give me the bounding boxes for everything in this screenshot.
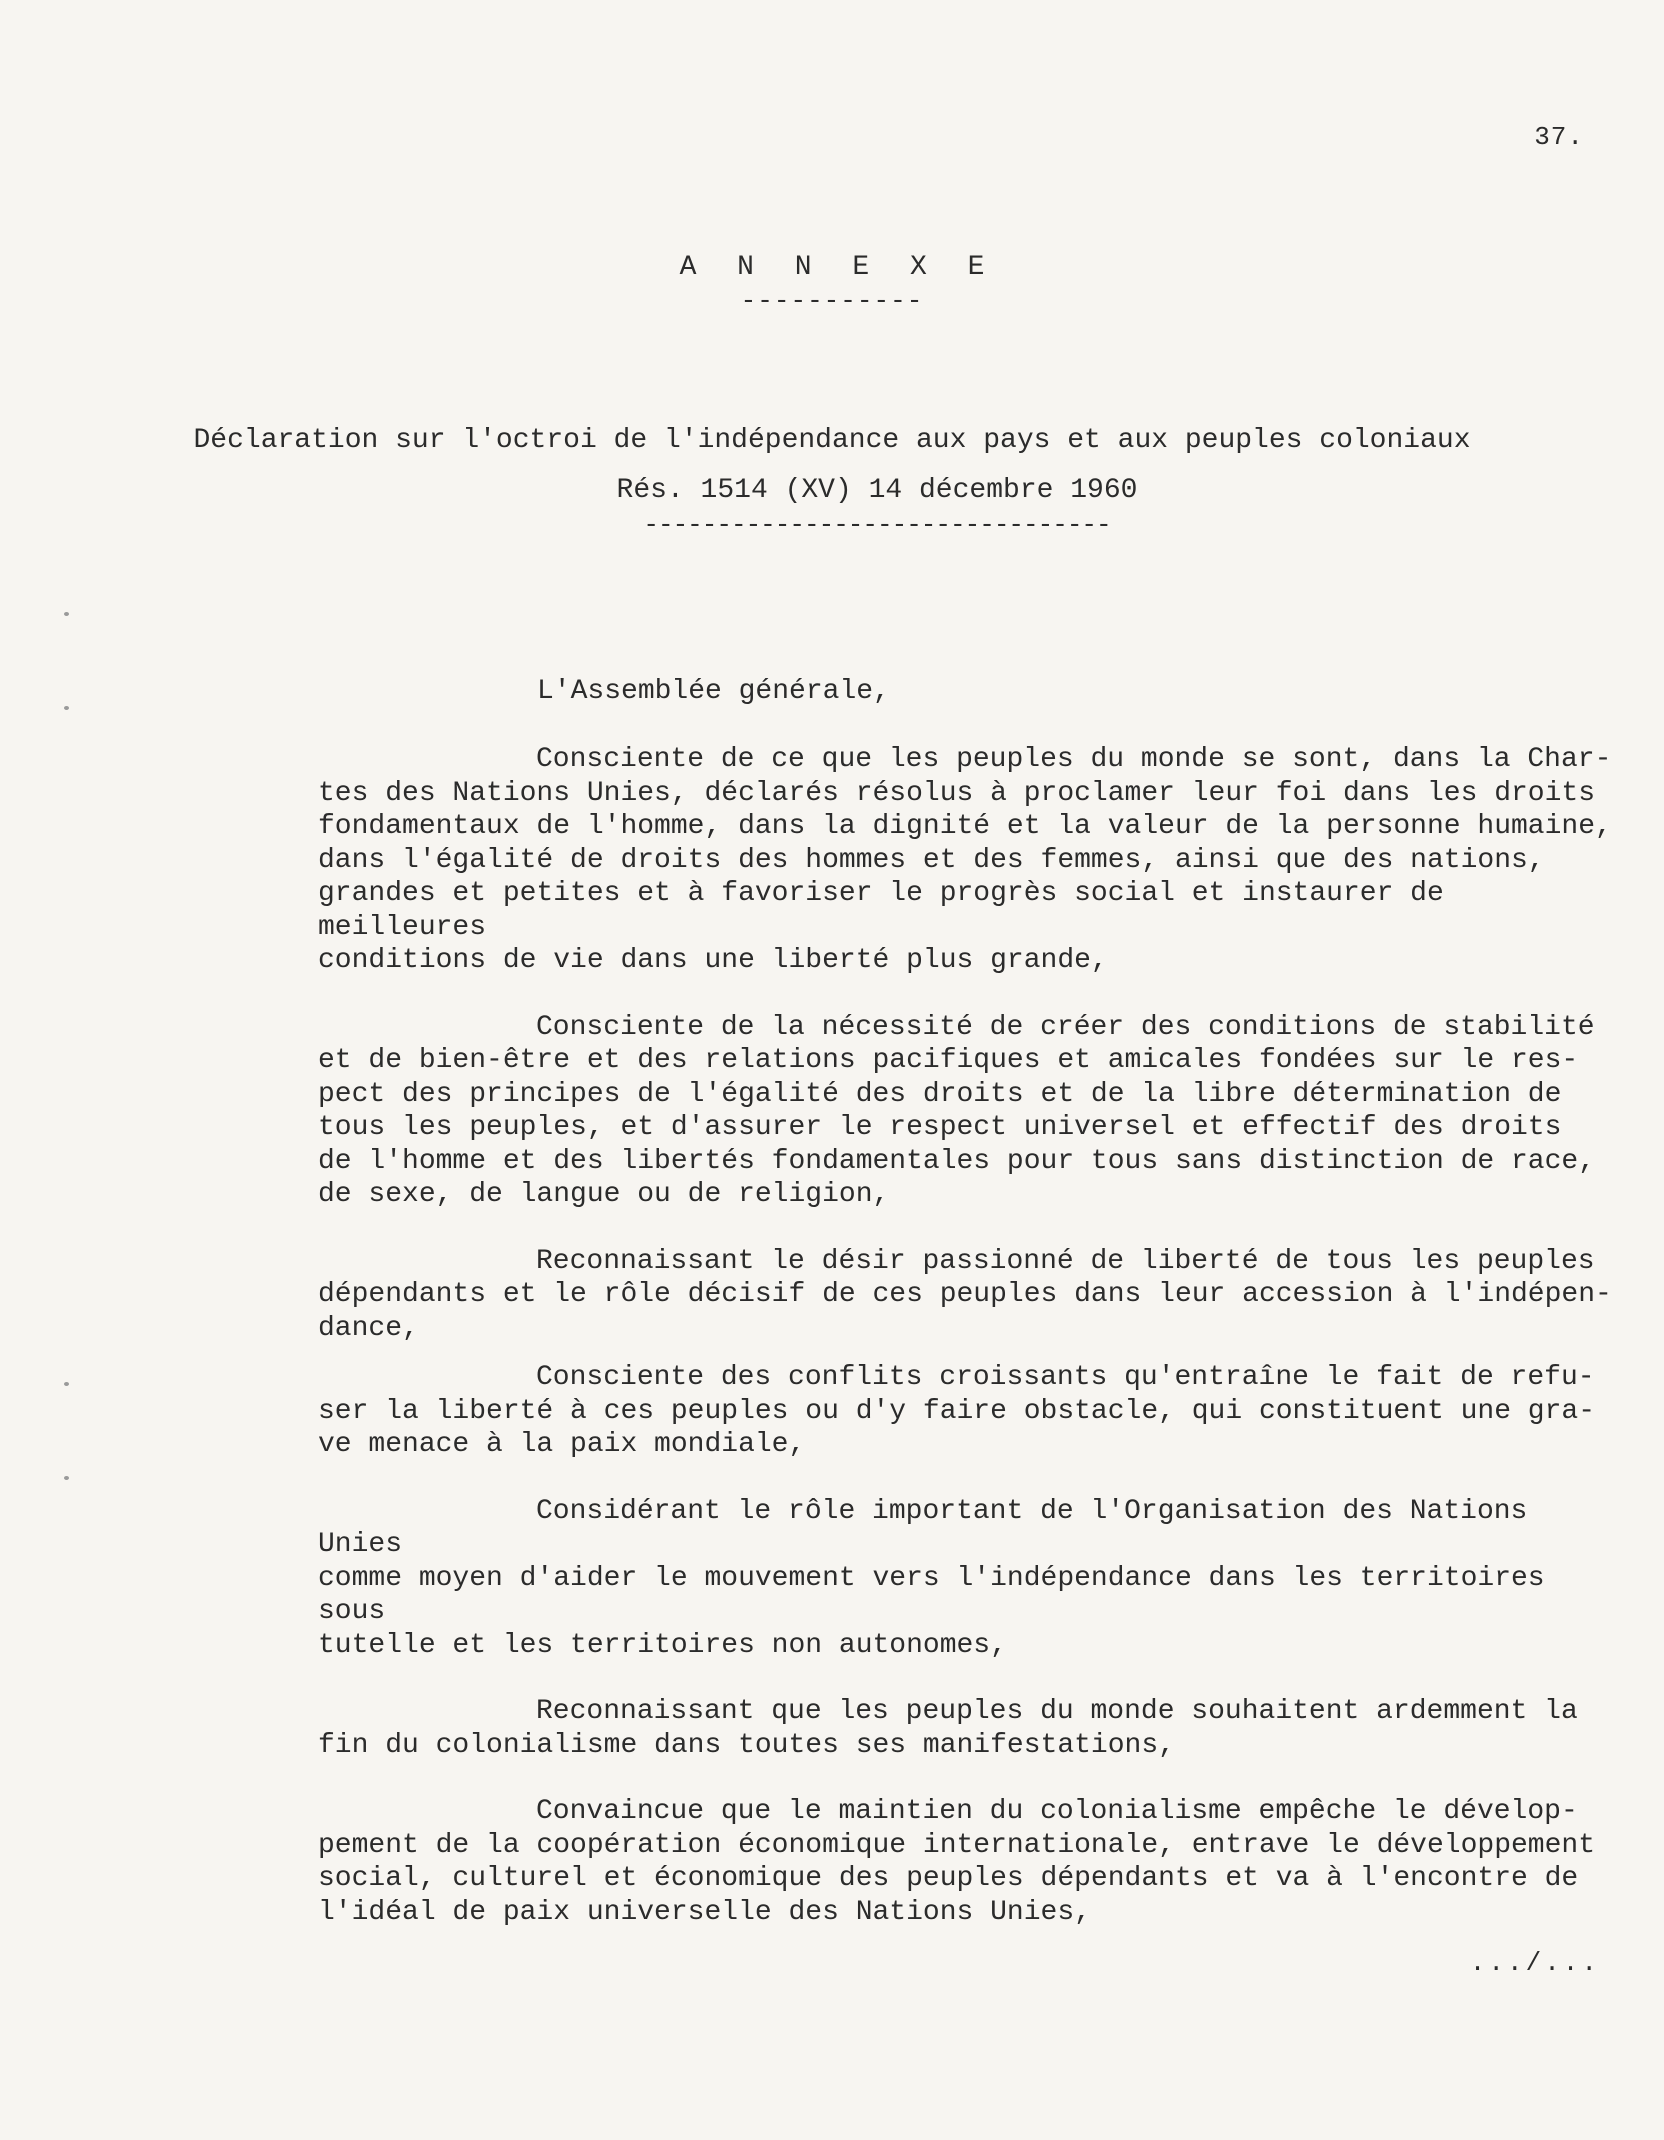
annex-heading-underline: ----------- <box>740 286 924 316</box>
resolution-reference: Rés. 1514 (XV) 14 décembre 1960 <box>616 475 1138 506</box>
preamble-paragraph-6: Reconnaissant que les peuples du monde souhaitent ardemment la fin du colonialisme dans toutes ses manifestations, <box>318 1696 1578 1761</box>
preamble-paragraph-4: Consciente des conflits croissants qu'entraîne le fait de refu- ser la liberté à ces peuples ou d'y faire obstacle, qui constituent une gra- ve menace à la paix mondiale, <box>318 1362 1596 1460</box>
preamble-paragraph-2: Consciente de la nécessité de créer des conditions de stabilité et de bien-être et des relations pacifiques et amicales fondées sur le res- pect des principes de l'égalité des droits et de la libre détermination de tous les peuples, et d'assurer le respect universel et effectif des droits de l'homme et des libertés fondamentales pour tous sans distinction de race, de sexe, de langue ou de religion, <box>318 1011 1596 1210</box>
preamble-paragraph-5: Considérant le rôle important de l'Organisation des Nations Unies comme moyen d'aider le mouvement vers l'indépendance dans les territoires sous tutelle et les territoires non autonomes, <box>318 1495 1545 1661</box>
title-underline: -------------------------------- <box>643 510 1111 540</box>
declaration-title: Déclaration sur l'octroi de l'indépendance aux pays et aux peuples coloniaux <box>193 425 1471 456</box>
assembly-opening: L'Assemblée générale, <box>537 676 890 707</box>
page-number: 37. <box>1534 122 1584 152</box>
preamble-paragraph-1: Consciente de ce que les peuples du monde se sont, dans la Char- tes des Nations Unies, déclarés résolus à proclamer leur foi dans les droits fondamentaux de l'homme, dans la dignité et la valeur de la personne humaine, dans l'égalité de droits des hommes et des femmes, ainsi que des nations, grandes et petites et à favoriser le progrès social et instaurer de meilleures conditions de vie dans une liberté plus grande, <box>318 744 1612 976</box>
annex-heading: A N N E X E <box>679 252 997 283</box>
preamble-body <box>318 743 1628 1962</box>
paper-speck <box>64 1382 69 1386</box>
continuation-mark: .../... <box>1469 1948 1600 1978</box>
paper-speck <box>64 612 69 616</box>
paper-speck <box>64 706 69 710</box>
preamble-paragraph-3: Reconnaissant le désir passionné de liberté de tous les peuples dépendants et le rôle décisif de ces peuples dans leur accession à l'indépen- dance, <box>318 1245 1612 1344</box>
paper-speck <box>64 1476 69 1480</box>
preamble-paragraph-7: Convaincue que le maintien du colonialisme empêche le dévelop- pement de la coopération économique internationale, entrave le développement social, culturel et économique des peuples dépendants et va à l'encontre de l'idéal de paix universelle des Nations Unies, <box>318 1796 1596 1928</box>
